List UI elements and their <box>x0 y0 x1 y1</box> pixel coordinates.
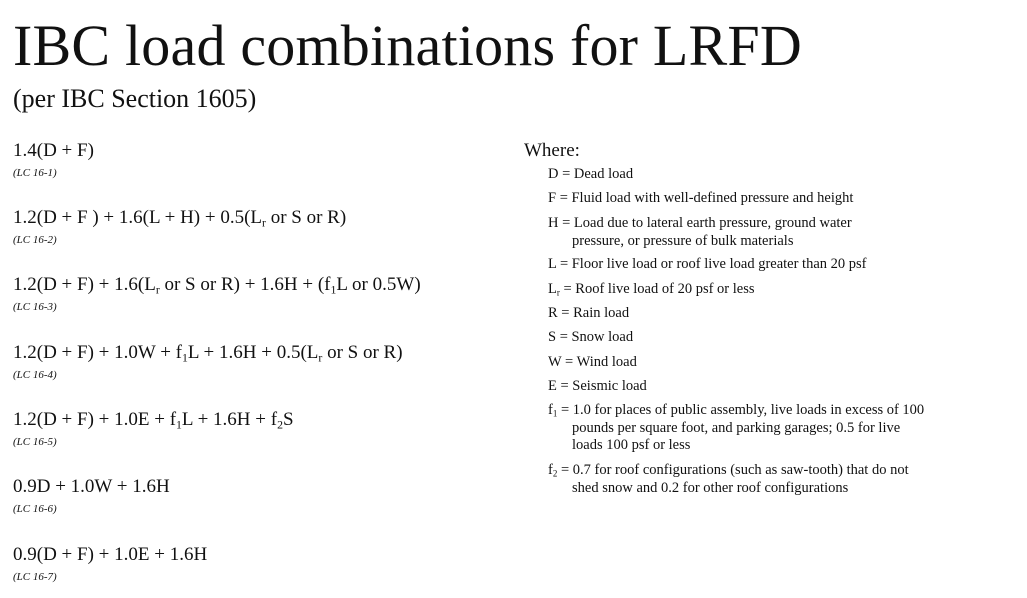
lc-code: (LC 16-2) <box>13 234 57 246</box>
definition-dead-load: D = Dead load <box>548 166 634 182</box>
definition-rain-load: R = Rain load <box>548 305 630 321</box>
lc-code: (LC 16-3) <box>13 301 57 313</box>
load-combination-1 <box>13 139 94 180</box>
definition-fluid-load: F = Fluid load with well-defined pressure and height <box>548 190 854 206</box>
lc-code: (LC 16-1) <box>13 167 57 179</box>
page-title: IBC load combinations for LRFD <box>13 13 802 78</box>
lc-code: (LC 16-5) <box>13 436 57 448</box>
page-subtitle: (per IBC Section 1605) <box>13 84 257 113</box>
definition-lateral-earth-load <box>548 215 1008 250</box>
definition-text: = Roof live load of 20 psf or less <box>563 281 755 297</box>
formula: 0.9D + 1.0W + 1.6H <box>13 476 170 497</box>
definition-f2-factor: $f_2 = 0.7$ for roof configurations (such as saw-tooth) that do not shed snow and 0.2 for other roof configurations <box>548 462 1008 497</box>
load-combination-2 <box>13 206 346 247</box>
definition-snow-load: S = Snow load <box>548 329 634 345</box>
definition-seismic-load: E = Seismic load <box>548 378 647 394</box>
definition-line: = 0.7 for roof configurations (such as saw-tooth) that do not <box>560 462 909 478</box>
load-combination-4 <box>13 341 403 382</box>
where-heading: Where: <box>524 140 580 161</box>
load-combination-3 <box>13 273 421 314</box>
lc-code: (LC 16-7) <box>13 571 57 583</box>
formula: $1.2(D + F) + 1.0W + f_1L + 1.6H + 0.5(L_r$ or S or R) <box>13 342 403 365</box>
definition-line: = 1.0 for places of public assembly, live loads in excess of 100 <box>560 402 925 418</box>
load-combination-5 <box>13 408 294 449</box>
definition-line: pounds per square foot, and parking garages; 0.5 for live <box>572 419 901 436</box>
formula: 0.9(D + F) + 1.0E + 1.6H <box>13 544 208 565</box>
load-combination-7 <box>13 543 207 584</box>
definition-line: H = Load due to lateral earth pressure, ground water <box>548 215 852 231</box>
lc-code: (LC 16-6) <box>13 503 57 515</box>
definition-line: shed snow and 0.2 for other roof configurations <box>572 479 849 496</box>
definition-roof-live-load: $L_r$ = Roof live load of 20 psf or less <box>548 281 755 298</box>
definition-wind-load: W = Wind load <box>548 354 637 370</box>
formula: $1.2(D + F) + 1.6(L_r$ or S or $R) + 1.6H + (f_1L$ or 0.5W) <box>13 274 421 297</box>
formula: $1.2(D + F) + 1.0E + f_1L + 1.6H + f_2S$ <box>13 409 294 432</box>
definition-live-load: L = Floor live load or roof live load greater than 20 psf <box>548 256 867 272</box>
formula: 1.4(D + F) <box>13 140 94 161</box>
definition-line: loads 100 psf or less <box>572 437 691 453</box>
lc-code: (LC 16-4) <box>13 369 57 381</box>
load-combination-6 <box>13 475 170 516</box>
formula: 1.2(D + F ) + $1.6(L + H) + 0.5(L_r$ or S or R) <box>13 207 347 230</box>
definition-f1-factor: $f_1 = 1.0$ for places of public assembly, live loads in excess of 100 pounds per square foot, and parking garages; 0.5 for live loads 100 psf or less <box>548 402 1008 455</box>
definition-line: pressure, or pressure of bulk materials <box>572 232 794 249</box>
